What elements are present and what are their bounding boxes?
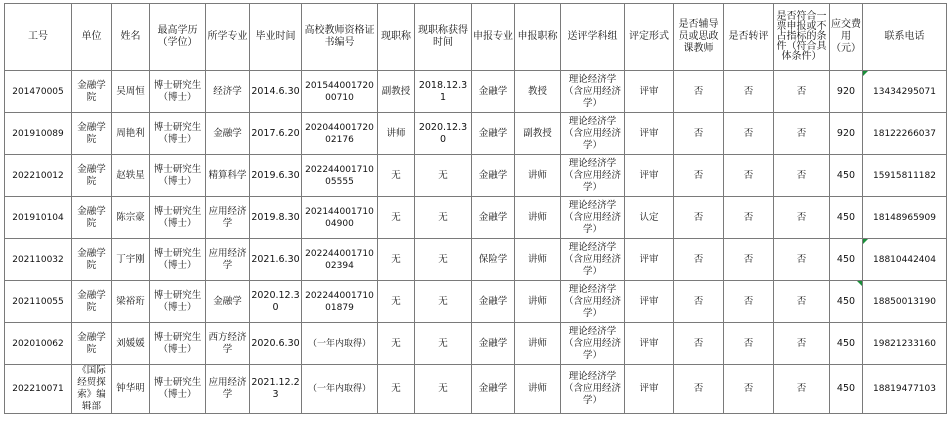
cell-subject-group[interactable]: 理论经济学（含应用经济学） — [561, 323, 625, 365]
cell-phone[interactable]: 18819477103 — [863, 365, 947, 414]
header-cell-special-condition[interactable]: 是否符合一票申报或不占指标的条件（符合具体条件） — [774, 4, 830, 71]
cell-title-date[interactable]: 无 — [415, 239, 472, 281]
cell-major[interactable]: 精算科学 — [206, 155, 250, 197]
cell-phone[interactable]: 19821233160 — [863, 323, 947, 365]
cell-graduation-date[interactable]: 2020.12.30 — [250, 281, 302, 323]
header-cell-staff-id[interactable]: 工号 — [5, 4, 72, 71]
applicant-table — [4, 3, 947, 414]
table-row — [5, 197, 947, 239]
cell-special-condition[interactable]: 否 — [774, 71, 830, 113]
cell-assessment-form[interactable]: 认定 — [625, 197, 674, 239]
cell-is-counselor[interactable]: 否 — [674, 239, 724, 281]
cell-subject-group[interactable]: 理论经济学（含应用经济学） — [561, 113, 625, 155]
cell-is-counselor[interactable]: 否 — [674, 197, 724, 239]
cell-certificate-no[interactable]: 20224400171005555 — [302, 155, 378, 197]
cell-fee[interactable]: 450 — [830, 281, 863, 323]
cell-applied-title[interactable]: 讲师 — [515, 239, 561, 281]
cell-subject-group[interactable]: 理论经济学（含应用经济学） — [561, 197, 625, 239]
cell-is-counselor[interactable]: 否 — [674, 365, 724, 414]
cell-phone[interactable]: 18850013190 — [863, 281, 947, 323]
cell-staff-id[interactable]: 202010062 — [5, 323, 72, 365]
cell-current-title[interactable]: 无 — [378, 197, 415, 239]
cell-degree[interactable]: 博士研究生（博士） — [150, 239, 206, 281]
cell-title-date[interactable]: 2018.12.31 — [415, 71, 472, 113]
cell-staff-id[interactable]: 202110032 — [5, 239, 72, 281]
cell-certificate-no[interactable]: （一年内取得） — [302, 365, 378, 414]
cell-major[interactable]: 金融学 — [206, 113, 250, 155]
cell-is-transfer[interactable]: 否 — [724, 281, 774, 323]
cell-title-date[interactable]: 无 — [415, 323, 472, 365]
cell-current-title[interactable]: 副教授 — [378, 71, 415, 113]
cell-unit[interactable]: 《国际经贸探索》编辑部 — [72, 365, 112, 414]
table-row — [5, 239, 947, 281]
cell-major[interactable]: 金融学 — [206, 281, 250, 323]
cell-special-condition[interactable]: 否 — [774, 239, 830, 281]
header-cell-fee[interactable]: 应交费用（元） — [830, 4, 863, 71]
cell-title-date[interactable]: 无 — [415, 197, 472, 239]
table-row — [5, 71, 947, 113]
table-body — [5, 4, 947, 414]
cell-applied-major[interactable]: 金融学 — [472, 365, 515, 414]
cell-name[interactable]: 陈宗豪 — [112, 197, 150, 239]
header-cell-current-title[interactable]: 现职称 — [378, 4, 415, 71]
cell-staff-id[interactable]: 201910104 — [5, 197, 72, 239]
cell-is-counselor[interactable]: 否 — [674, 281, 724, 323]
cell-applied-major[interactable]: 金融学 — [472, 155, 515, 197]
cell-unit[interactable]: 金融学院 — [72, 155, 112, 197]
cell-applied-major[interactable]: 金融学 — [472, 281, 515, 323]
header-cell-unit[interactable]: 单位 — [72, 4, 112, 71]
header-cell-major[interactable]: 所学专业 — [206, 4, 250, 71]
cell-unit[interactable]: 金融学院 — [72, 281, 112, 323]
table-row — [5, 323, 947, 365]
cell-graduation-date[interactable]: 2017.6.20 — [250, 113, 302, 155]
cell-major[interactable]: 应用经济学 — [206, 365, 250, 414]
cell-subject-group[interactable]: 理论经济学（含应用经济学） — [561, 365, 625, 414]
cell-certificate-no[interactable]: 20214400171004900 — [302, 197, 378, 239]
cell-major[interactable]: 西方经济学 — [206, 323, 250, 365]
cell-title-date[interactable]: 无 — [415, 365, 472, 414]
cell-degree[interactable]: 博士研究生（博士） — [150, 71, 206, 113]
cell-subject-group[interactable]: 理论经济学（含应用经济学） — [561, 281, 625, 323]
cell-staff-id[interactable]: 201470005 — [5, 71, 72, 113]
header-cell-graduation-date[interactable]: 毕业时间 — [250, 4, 302, 71]
cell-special-condition[interactable]: 否 — [774, 323, 830, 365]
cell-fee[interactable]: 450 — [830, 197, 863, 239]
cell-unit[interactable]: 金融学院 — [72, 113, 112, 155]
cell-title-date[interactable]: 无 — [415, 155, 472, 197]
header-cell-assessment-form[interactable]: 评定形式 — [625, 4, 674, 71]
cell-current-title[interactable]: 讲师 — [378, 113, 415, 155]
cell-subject-group[interactable]: 理论经济学（含应用经济学） — [561, 71, 625, 113]
cell-assessment-form[interactable]: 评审 — [625, 281, 674, 323]
cell-current-title[interactable]: 无 — [378, 155, 415, 197]
cell-unit[interactable]: 金融学院 — [72, 71, 112, 113]
cell-phone[interactable]: 18810442404 — [863, 239, 947, 281]
cell-name[interactable]: 吴周恒 — [112, 71, 150, 113]
cell-applied-title[interactable]: 讲师 — [515, 323, 561, 365]
cell-certificate-no[interactable]: 20154400172000710 — [302, 71, 378, 113]
cell-is-counselor[interactable]: 否 — [674, 71, 724, 113]
cell-unit[interactable]: 金融学院 — [72, 197, 112, 239]
header-cell-subject-group[interactable]: 送评学科组 — [561, 4, 625, 71]
header-cell-certificate-no[interactable]: 高校教师资格证书编号 — [302, 4, 378, 71]
cell-staff-id[interactable]: 201910089 — [5, 113, 72, 155]
cell-applied-major[interactable]: 金融学 — [472, 197, 515, 239]
cell-graduation-date[interactable]: 2019.6.30 — [250, 155, 302, 197]
cell-certificate-no[interactable]: 20204400172002176 — [302, 113, 378, 155]
cell-assessment-form[interactable]: 评审 — [625, 155, 674, 197]
cell-special-condition[interactable]: 否 — [774, 155, 830, 197]
cell-assessment-form[interactable]: 评审 — [625, 323, 674, 365]
cell-assessment-form[interactable]: 评审 — [625, 239, 674, 281]
cell-degree[interactable]: 博士研究生（博士） — [150, 323, 206, 365]
cell-graduation-date[interactable]: 2021.6.30 — [250, 239, 302, 281]
cell-special-condition[interactable]: 否 — [774, 113, 830, 155]
cell-degree[interactable]: 博士研究生（博士） — [150, 197, 206, 239]
cell-fee[interactable]: 450 — [830, 365, 863, 414]
cell-major[interactable]: 应用经济学 — [206, 197, 250, 239]
cell-staff-id[interactable]: 202110055 — [5, 281, 72, 323]
cell-name[interactable]: 钟华明 — [112, 365, 150, 414]
cell-is-counselor[interactable]: 否 — [674, 155, 724, 197]
cell-phone[interactable]: 18148965909 — [863, 197, 947, 239]
header-cell-phone[interactable]: 联系电话 — [863, 4, 947, 71]
cell-assessment-form[interactable]: 评审 — [625, 365, 674, 414]
cell-degree[interactable]: 博士研究生（博士） — [150, 113, 206, 155]
cell-fee[interactable]: 450 — [830, 323, 863, 365]
table-row — [5, 365, 947, 414]
cell-applied-title[interactable]: 讲师 — [515, 197, 561, 239]
cell-name[interactable]: 梁裕珩 — [112, 281, 150, 323]
header-cell-applied-major[interactable]: 申报专业 — [472, 4, 515, 71]
table-row — [5, 113, 947, 155]
cell-degree[interactable]: 博士研究生（博士） — [150, 155, 206, 197]
cell-subject-group[interactable]: 理论经济学（含应用经济学） — [561, 239, 625, 281]
cell-graduation-date[interactable]: 2020.6.30 — [250, 323, 302, 365]
cell-graduation-date[interactable]: 2021.12.23 — [250, 365, 302, 414]
cell-certificate-no[interactable]: （一年内取得） — [302, 323, 378, 365]
cell-applied-major[interactable]: 金融学 — [472, 71, 515, 113]
cell-special-condition[interactable]: 否 — [774, 197, 830, 239]
cell-phone[interactable]: 15915811182 — [863, 155, 947, 197]
cell-is-transfer[interactable]: 否 — [724, 197, 774, 239]
cell-is-transfer[interactable]: 否 — [724, 239, 774, 281]
cell-certificate-no[interactable]: 20224400171002394 — [302, 239, 378, 281]
cell-applied-title[interactable]: 教授 — [515, 71, 561, 113]
table-row — [5, 281, 947, 323]
cell-graduation-date[interactable]: 2019.8.30 — [250, 197, 302, 239]
cell-applied-major[interactable]: 金融学 — [472, 113, 515, 155]
cell-special-condition[interactable]: 否 — [774, 365, 830, 414]
cell-applied-title[interactable]: 讲师 — [515, 281, 561, 323]
cell-is-transfer[interactable]: 否 — [724, 323, 774, 365]
cell-fee[interactable]: 920 — [830, 71, 863, 113]
cell-major[interactable]: 应用经济学 — [206, 239, 250, 281]
cell-applied-title[interactable]: 副教授 — [515, 113, 561, 155]
cell-phone[interactable]: 13434295071 — [863, 71, 947, 113]
cell-phone[interactable]: 18122266037 — [863, 113, 947, 155]
cell-fee[interactable]: 450 — [830, 155, 863, 197]
cell-staff-id[interactable]: 202210012 — [5, 155, 72, 197]
header-cell-name[interactable]: 姓名 — [112, 4, 150, 71]
cell-degree[interactable]: 博士研究生（博士） — [150, 365, 206, 414]
header-cell-is-counselor[interactable]: 是否辅导员或思政课教师 — [674, 4, 724, 71]
cell-unit[interactable]: 金融学院 — [72, 239, 112, 281]
cell-staff-id[interactable]: 202210071 — [5, 365, 72, 414]
cell-subject-group[interactable]: 理论经济学（含应用经济学） — [561, 155, 625, 197]
table-row — [5, 155, 947, 197]
cell-assessment-form[interactable]: 评审 — [625, 71, 674, 113]
cell-current-title[interactable]: 无 — [378, 281, 415, 323]
header-cell-is-transfer[interactable]: 是否转评 — [724, 4, 774, 71]
cell-special-condition[interactable]: 否 — [774, 281, 830, 323]
cell-certificate-no[interactable]: 20224400171001879 — [302, 281, 378, 323]
cell-unit[interactable]: 金融学院 — [72, 323, 112, 365]
cell-applied-title[interactable]: 讲师 — [515, 155, 561, 197]
cell-degree[interactable]: 博士研究生（博士） — [150, 281, 206, 323]
cell-applied-title[interactable]: 讲师 — [515, 365, 561, 414]
cell-is-transfer[interactable]: 否 — [724, 155, 774, 197]
cell-is-transfer[interactable]: 否 — [724, 113, 774, 155]
header-cell-degree[interactable]: 最高学历（学位） — [150, 4, 206, 71]
cell-is-transfer[interactable]: 否 — [724, 365, 774, 414]
cell-is-transfer[interactable]: 否 — [724, 71, 774, 113]
cell-fee[interactable]: 920 — [830, 113, 863, 155]
cell-applied-major[interactable]: 金融学 — [472, 323, 515, 365]
cell-major[interactable]: 经济学 — [206, 71, 250, 113]
cell-assessment-form[interactable]: 评审 — [625, 113, 674, 155]
cell-graduation-date[interactable]: 2014.6.30 — [250, 71, 302, 113]
header-cell-applied-title[interactable]: 申报职称 — [515, 4, 561, 71]
cell-name[interactable]: 赵轶星 — [112, 155, 150, 197]
cell-name[interactable]: 刘媛媛 — [112, 323, 150, 365]
cell-is-counselor[interactable]: 否 — [674, 323, 724, 365]
cell-is-counselor[interactable]: 否 — [674, 113, 724, 155]
cell-current-title[interactable]: 无 — [378, 365, 415, 414]
cell-name[interactable]: 周艳利 — [112, 113, 150, 155]
cell-title-date[interactable]: 2020.12.30 — [415, 113, 472, 155]
header-cell-title-date[interactable]: 现职称获得时间 — [415, 4, 472, 71]
header-row — [5, 4, 947, 71]
cell-current-title[interactable]: 无 — [378, 323, 415, 365]
cell-fee[interactable]: 450 — [830, 239, 863, 281]
cell-title-date[interactable]: 无 — [415, 281, 472, 323]
cell-applied-major[interactable]: 保险学 — [472, 239, 515, 281]
cell-current-title[interactable]: 无 — [378, 239, 415, 281]
cell-name[interactable]: 丁宇刚 — [112, 239, 150, 281]
